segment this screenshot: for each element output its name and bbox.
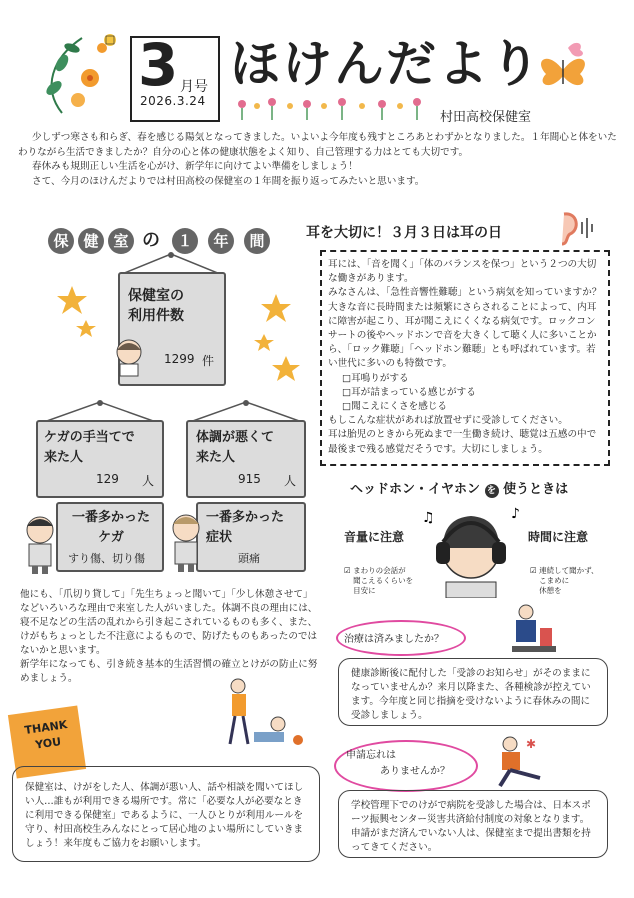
intro-paragraph-1: 少しずつ寒さも和らぎ、春を感じる陽気となってきました。いよいよ今年度も残すところあとわずかとなりました。１年間心と体をいたわりながら生活できましたか？自分の心と体の健康状態をよく知り、自己管理する力はとても大切です。 xyxy=(18,132,617,158)
hanging-string-icon xyxy=(40,400,160,422)
illness-count-unit: 人 xyxy=(284,474,297,488)
treatment-text: 健康診断後に配付した「受診のお知らせ」がそのままになっていませんか？来月以降また、各種検診が控えています。今年度と同じ指摘を受けないように春休みの間に受診しましょう。 xyxy=(351,668,591,721)
ear-day-after: もしこんな症状があれば放置せずに受診してください。 耳は胎児のときから死ぬまで一生働き続け、聴覚は五感の中で最後まで残る感覚だそうです。大切にしましょう。 xyxy=(328,415,597,455)
svg-text:♫: ♫ xyxy=(422,510,435,526)
headphone-heading: ヘッドホン・イヤホン を 使うときは xyxy=(350,482,569,497)
usage-count-value: 1299 xyxy=(164,352,195,366)
review-text: 他にも、「爪切り貸して」「先生ちょっと聞いて」「少し休憩させて」などいろいろな理由で来室した人がいました。体調不良の理由には、寝不足などの生活の乱れから引き起こされているものも多く、また、けがもちょっとした不注意によるもので、防げたものもあったのではないかと思います。 新学年になっても、引き続き基本的生活習慣の確立とけがの防止に努めましょう。 xyxy=(20,589,318,684)
ear-day-line-2: みなさんは、「急性音響性難聴」という病気を知っていますか？大きな音に長時間または頻繁にさらされることによって、内耳に障害が起こり、耳が聞こえにくくなる病気です。ロックコンサートの後やヘッドホンで音を大きくして聴く人に多いことから、「ロック難聴」「ヘッドホン難聴」とも呼ばれています。若い世代に多いのも特徴です。 xyxy=(328,287,602,370)
issue-month-suffix: 月号 xyxy=(180,79,208,95)
treatment-box xyxy=(338,658,608,726)
heading-char: 間 xyxy=(244,228,270,254)
headphone-girl-illustration xyxy=(416,498,526,598)
application-text: 学校管理下でのけがで病院を受診した場合は、日本スポーツ振興センター災害共済給付制度の対象となります。申請がまだ済んでいない人は、保健室まで提出書類を持ってきてください。 xyxy=(351,800,591,853)
injury-count-value: 129 xyxy=(96,472,119,486)
heading-char: １ xyxy=(172,228,198,254)
usage-count-unit: 件 xyxy=(202,354,215,368)
issue-month-number: 3 xyxy=(138,31,179,99)
school-name: 村田高校保健室 xyxy=(440,110,532,125)
application-label-line2: ありませんか？ xyxy=(380,766,450,777)
sick-child-avatar xyxy=(166,512,206,574)
top-injury-label: 一番多かった ケガ xyxy=(71,510,150,545)
checkbox-icon: □ xyxy=(342,401,352,413)
injury-count-label: ケガの手当てで 来た人 xyxy=(44,430,135,465)
heading-char: 健 xyxy=(78,228,104,254)
ear-day-heading: 耳を大切に！３月３日は耳の日 xyxy=(306,225,502,241)
top-injury-board xyxy=(56,502,164,572)
heading-char: 保 xyxy=(48,228,74,254)
checkbox-icon: ☑ xyxy=(530,566,537,575)
injury-count-unit: 人 xyxy=(142,474,155,488)
hanging-string-icon xyxy=(186,400,306,422)
ear-check-item: □耳鳴りがする xyxy=(342,372,409,384)
ear-icon xyxy=(544,208,594,248)
heading-char: の xyxy=(142,230,160,251)
top-injury-value: すり傷、切り傷 xyxy=(68,552,145,565)
application-box xyxy=(338,790,608,858)
intro-paragraph-2: 春休みも規則正しい生活を心がけ、新学年に向けてよい準備をしましょう！ xyxy=(32,161,358,172)
ear-check-item: □聞こえにくさを感じる xyxy=(342,401,448,413)
checkbox-icon: □ xyxy=(342,386,352,398)
heading-char: 室 xyxy=(108,228,134,254)
checkbox-icon: □ xyxy=(342,372,352,384)
top-symptom-board xyxy=(196,502,306,572)
ear-day-box xyxy=(320,250,610,466)
soccer-kids-illustration xyxy=(208,676,308,748)
closing-message-text: 保健室は、けがをした人、体調が悪い人、話や相談を聞いてほしい人…誰もが利用できる場所です。常に「必要な人が必要なときに利用できる保健室」であるように、一人ひとりが利用ルールを守り、村田高校生みんなにとって居心地のよい場所にしていきましょう！来年度もご協力をお願いします。 xyxy=(25,782,304,849)
issue-date: 2026.3.24 xyxy=(140,94,206,108)
injury-count-board xyxy=(36,420,164,498)
volume-tip: ☑ まわりの会話が 聞こえるくらいを 目安に xyxy=(344,566,414,595)
illness-count-label: 体調が悪くて 来た人 xyxy=(196,430,275,465)
doctor-illustration xyxy=(504,602,564,656)
ear-day-line-1: 耳には、「音を聞く」「体のバランスを保つ」という２つの大切な働きがあります。 xyxy=(328,259,597,285)
injured-child-avatar xyxy=(20,514,60,574)
heading-char: 年 xyxy=(208,228,234,254)
time-caution-label: 時間に注意 xyxy=(528,530,589,544)
usage-count-label: 保健室の 利用件数 xyxy=(128,288,184,324)
application-label-line1: 申請忘れは xyxy=(346,750,396,761)
checkbox-icon: ☑ xyxy=(344,566,351,575)
intro-paragraph-3: さて、今月のほけんだよりでは村田高校の保健室の１年間を振り返ってみたいと思います。 xyxy=(32,175,425,187)
star-icon xyxy=(52,286,102,346)
svg-text:✱: ✱ xyxy=(526,737,537,751)
flower-vine-illustration xyxy=(32,18,128,118)
svg-text:♪: ♪ xyxy=(511,506,520,522)
illness-count-value: 915 xyxy=(238,472,261,486)
ear-check-item: □耳が詰まっている感じがする xyxy=(342,386,476,398)
closing-message-box xyxy=(12,766,320,862)
top-symptom-value: 頭痛 xyxy=(238,552,260,565)
star-icon xyxy=(248,294,304,404)
newsletter-title: ほけんだより xyxy=(230,35,542,93)
flower-border-illustration xyxy=(232,94,432,120)
butterfly-icon xyxy=(528,40,598,100)
volume-caution-label: 音量に注意 xyxy=(344,530,405,544)
nurse-avatar xyxy=(112,338,146,378)
illness-count-board xyxy=(186,420,306,498)
time-tip: ☑ 連続して聞かず、 こまめに 休憩を xyxy=(530,566,599,595)
info-circle-icon: を xyxy=(485,484,499,498)
intro-paragraphs xyxy=(18,131,618,189)
hanging-string-icon xyxy=(118,252,224,274)
thank-you-text: THANK YOU xyxy=(23,718,69,752)
injured-runner-illustration xyxy=(490,734,554,788)
treatment-label: 治療は済みましたか？ xyxy=(344,634,444,645)
top-symptom-label: 一番多かった 症状 xyxy=(206,510,285,545)
